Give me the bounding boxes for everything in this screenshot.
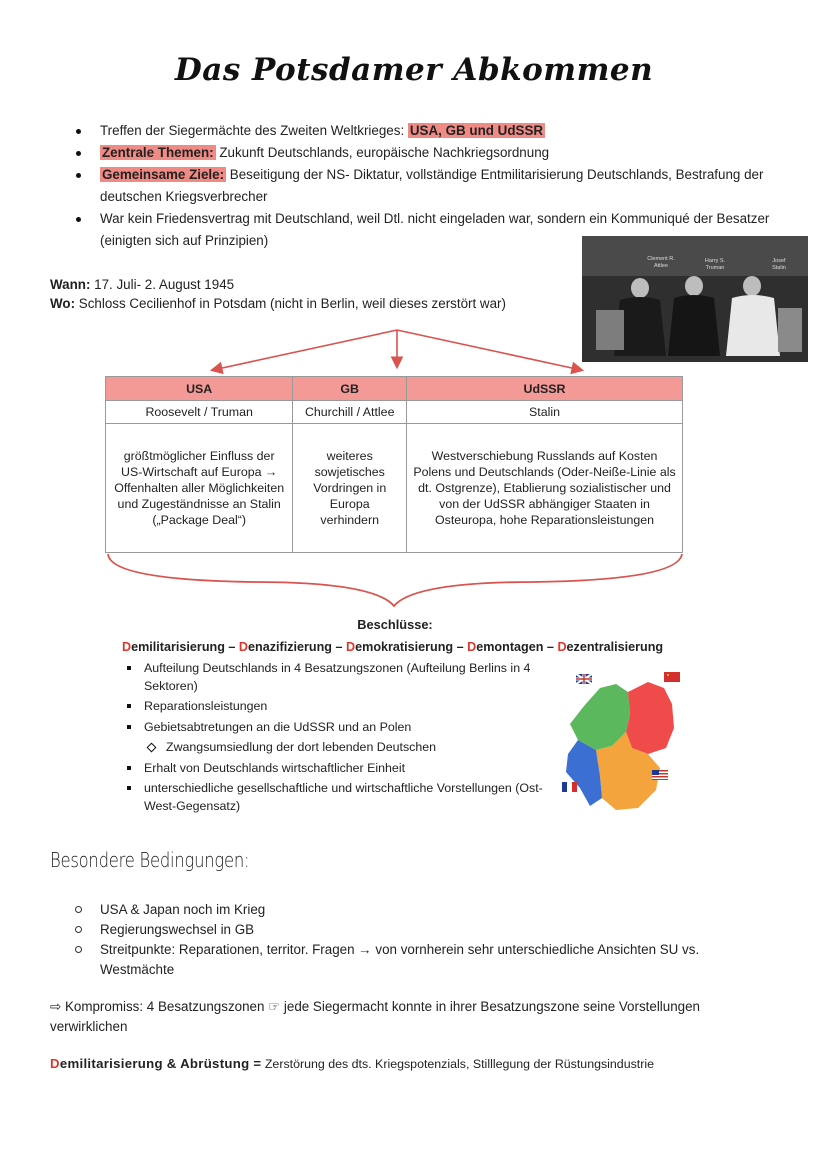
compromise-note	[50, 997, 750, 1037]
table-goals-row	[106, 424, 683, 553]
d-letter: D	[467, 640, 477, 654]
header-usa: USA	[106, 377, 293, 401]
principle-text: emilitarisierung	[131, 640, 225, 654]
caption-truman: Harry S. Truman	[704, 258, 726, 271]
curly-brace	[104, 552, 686, 610]
list-item: Streitpunkte: Reparationen, territor. Fragen → von vornherein sehr unterschiedliche Ansichten SU vs. Westmächte	[72, 940, 772, 980]
leaders-usa: Roosevelt / Truman	[106, 401, 293, 424]
bullet-text: War kein Friedensvertrag mit Deutschland, weil Dtl. nicht eingeladen war, sondern ein Kommuniqué der Besatzer (einigten sich auf Prinzipien)	[100, 211, 770, 248]
demilitarization-definition	[50, 1056, 654, 1071]
caption-stalin: Josef Stalin	[772, 258, 786, 271]
separator: –	[543, 640, 558, 654]
d-letter: D	[557, 640, 567, 654]
highlight-powers: USA, GB und UdSSR	[409, 123, 544, 138]
goals-udssr: Westverschiebung Russlands auf Kosten Polens und Deutschlands (Oder-Neiße-Linie als dt. Ostgrenze), Etablierung sozialistischer und von der UdSSR abhängiger Staaten in Osteuropa, hohe Reparationsleistungen	[407, 424, 683, 553]
ussr-zone	[626, 682, 674, 754]
goals-usa: größtmöglicher Einfluss der US-Wirtschaft auf Europa → Offenhalten aller Möglichkeiten und Zugeständnisse an Stalin („Package Deal“)	[106, 424, 293, 553]
separator: –	[332, 640, 347, 654]
list-item: Aufteilung Deutschlands in 4 Besatzungszonen (Aufteilung Berlins in 4 Sektoren)	[124, 660, 554, 695]
list-subitem: Zwangsumsiedlung der dort lebenden Deutschen	[124, 739, 554, 757]
special-conditions-list	[72, 900, 772, 980]
special-conditions-heading: Besondere Bedingungen:	[50, 848, 250, 872]
bullet-text: Treffen der Siegermächte des Zweiten Weltkrieges:	[100, 123, 408, 138]
when-label: Wann:	[50, 277, 91, 292]
compromise-text: jede Siegermacht konnte in ihrer Besatzungszone seine Vorstellungen verwirklichen	[50, 999, 701, 1034]
d-letter: D	[122, 640, 132, 654]
list-item: USA & Japan noch im Krieg	[72, 900, 772, 920]
occupation-zones-map	[556, 668, 690, 818]
table-leaders-row	[106, 401, 683, 424]
intro-bullet-list	[72, 120, 772, 252]
resolutions-title: Beschlüsse:	[357, 617, 433, 632]
header-gb: GB	[293, 377, 407, 401]
d-letter: D	[346, 640, 356, 654]
resolutions-list	[124, 660, 554, 818]
intro-bullet-topics	[72, 142, 772, 164]
photo-figures	[582, 236, 808, 362]
powers-table	[105, 376, 683, 553]
ussr-flag-icon	[664, 672, 680, 682]
highlight-goals: Gemeinsame Ziele:	[102, 167, 225, 182]
d-letter: D	[50, 1056, 60, 1071]
compromise-text: Kompromiss: 4 Besatzungszonen	[61, 999, 269, 1014]
where-value: Schloss Cecilienhof in Potsdam (nicht in Berlin, weil dieses zerstört war)	[75, 296, 506, 311]
caption-attlee: Clement R. Attlee	[647, 256, 675, 269]
separator: –	[224, 640, 239, 654]
arrow-icon: ⇨	[50, 999, 62, 1014]
principle-text: enazifizierung	[248, 640, 332, 654]
bullet-text: Zukunft Deutschlands, europäische Nachkriegsordnung	[215, 145, 550, 160]
bullet-text: Beseitigung der NS- Diktatur, vollständige Entmilitarisierung Deutschlands, Bestrafung der deutschen Kriegsverbrecher	[100, 167, 764, 204]
leaders-udssr: Stalin	[407, 401, 683, 424]
branch-arrows	[205, 322, 595, 378]
france-flag-icon	[562, 782, 577, 792]
big-three-photo	[582, 236, 808, 362]
pointing-hand-icon: ☞	[268, 999, 281, 1014]
intro-bullet-participants	[72, 120, 772, 142]
highlight-topics: Zentrale Themen:	[102, 145, 214, 160]
list-item: unterschiedliche gesellschaftliche und wirtschaftliche Vorstellungen (Ost-West-Gegensatz)	[124, 780, 554, 815]
term: emilitarisierung & Abrüstung =	[59, 1056, 262, 1071]
separator: –	[453, 640, 468, 654]
where-line	[50, 296, 506, 311]
us-flag-icon	[652, 770, 668, 780]
principle-text: ezentralisierung	[566, 640, 664, 654]
when-line	[50, 277, 234, 292]
list-item: Regierungswechsel in GB	[72, 920, 772, 940]
list-item: Reparationsleistungen	[124, 698, 554, 716]
where-label: Wo:	[50, 296, 76, 311]
five-d-principles	[122, 640, 663, 654]
page-title: Das Potsdamer Abkommen	[174, 52, 654, 88]
list-item: Erhalt von Deutschlands wirtschaftlicher Einheit	[124, 760, 554, 778]
d-letter: D	[238, 640, 249, 654]
leaders-gb: Churchill / Attlee	[293, 401, 407, 424]
table-header-row	[106, 377, 683, 401]
principle-text: emokratisierung	[355, 640, 454, 654]
list-item: Gebietsabtretungen an die UdSSR und an Polen	[124, 719, 554, 737]
when-value: 17. Juli- 2. August 1945	[90, 277, 235, 292]
header-udssr: UdSSR	[407, 377, 683, 401]
uk-flag-icon	[576, 674, 592, 684]
definition: Zerstörung des dts. Kriegspotenzials, Stilllegung der Rüstungsindustrie	[261, 1057, 655, 1071]
goals-gb: weiteres sowjetisches Vordringen in Europa verhindern	[293, 424, 407, 553]
principle-text: emontagen	[476, 640, 544, 654]
intro-bullet-goals	[72, 164, 772, 208]
